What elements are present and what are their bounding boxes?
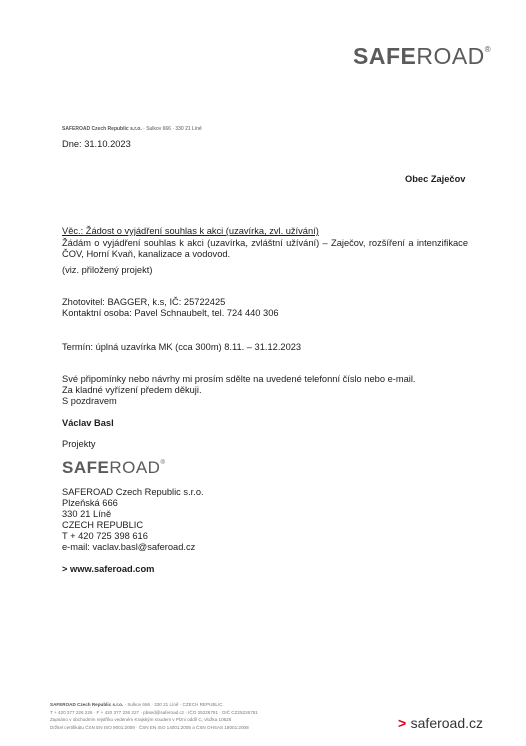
footer-info [50,701,258,731]
chevron-right-icon: > [398,715,407,731]
logo-road-text: ROAD [416,43,485,69]
signature-logo-road: ROAD [109,458,161,477]
contractor-line: Zhotovitel: BAGGER, k.s, IČ: 25722425 [62,297,226,307]
sender-company: SAFEROAD Czech Republic s.r.o. [62,126,142,132]
footer-contact-line: T + 420 377 226 226 · F + 420 377 226 227 · pbsed@saferoad.cz · IČO 25226781 · DIČ CZ25226781 [50,709,258,715]
footer-certificate-line: Držitel certifikátu ČSN EN ISO 9001:2009 · ČSN EN ISO 14001:2005 a ČSN OHSAS 18001:2008 [50,724,249,730]
signature-logo-registered: ® [160,460,166,466]
letter-date: Dne: 31.10.2023 [62,139,131,149]
signature-phone: T + 420 725 398 616 [62,531,148,541]
signature-city: 330 21 Líně [62,509,112,519]
footer-registry-line: Zapsáno v obchodním rejstříku vedeném Krajským soudem v Plzni oddíl C, vložka 10625 [50,717,232,723]
contact-line: Kontaktní osoba: Pavel Schnaubelt, tel. 724 440 306 [62,308,279,318]
letter-subject: Věc.: Žádost o vyjádření souhlas k akci (uzavírka, zvl. užívání) [62,226,319,236]
request-paragraph: Žádám o vyjádření souhlas k akci (uzavírka, zvláštní užívání) – Zaječov, rozšíření a intenzifikace ČOV, Horní Kvaň, kanalizace a vodovod. [62,238,468,259]
term-line: Termín: úplná uzavírka MK (cca 300m) 8.11. – 31.12.2023 [62,342,302,352]
recipient: Obec Zaječov [405,174,466,184]
signature-website-link[interactable]: > www.saferoad.com [62,564,155,574]
footer-website-text: saferoad.cz [410,715,484,731]
footer-website-link[interactable] [398,715,483,733]
signature-email[interactable]: e-mail: vaclav.basl@saferoad.cz [62,542,196,552]
sender-address: · Sulkov 666 · 330 21 Líně [141,126,202,132]
logo-registered-mark: ® [484,45,492,54]
logo-safe-text: SAFE [353,43,417,69]
thanks-line: Za kladné vyřízení předem děkuji. [62,385,202,395]
signer-department: Projekty [62,439,96,449]
signer-name: Václav Basl [62,418,114,428]
attachment-note: (viz. přiložený projekt) [62,265,153,275]
footer-address: · Sulkov 666 · 330 21 Líně · CZECH REPUBLIC [123,702,223,707]
saferoad-logo [353,43,491,70]
signature-logo-safe: SAFE [62,458,110,477]
signature-logo [62,458,165,478]
comments-line: Své připomínky nebo návrhy mi prosím sdělte na uvedené telefonní číslo nebo e-mail. [62,374,416,384]
footer-address-line [50,701,258,709]
signature-street: Plzeňská 666 [62,498,118,508]
signature-company: SAFEROAD Czech Republic s.r.o. [62,487,204,497]
sender-line [62,126,202,132]
greeting-line: S pozdravem [62,396,117,406]
signature-country: CZECH REPUBLIC [62,520,144,530]
footer-company: SAFEROAD Czech Republic s.r.o. [50,702,124,707]
